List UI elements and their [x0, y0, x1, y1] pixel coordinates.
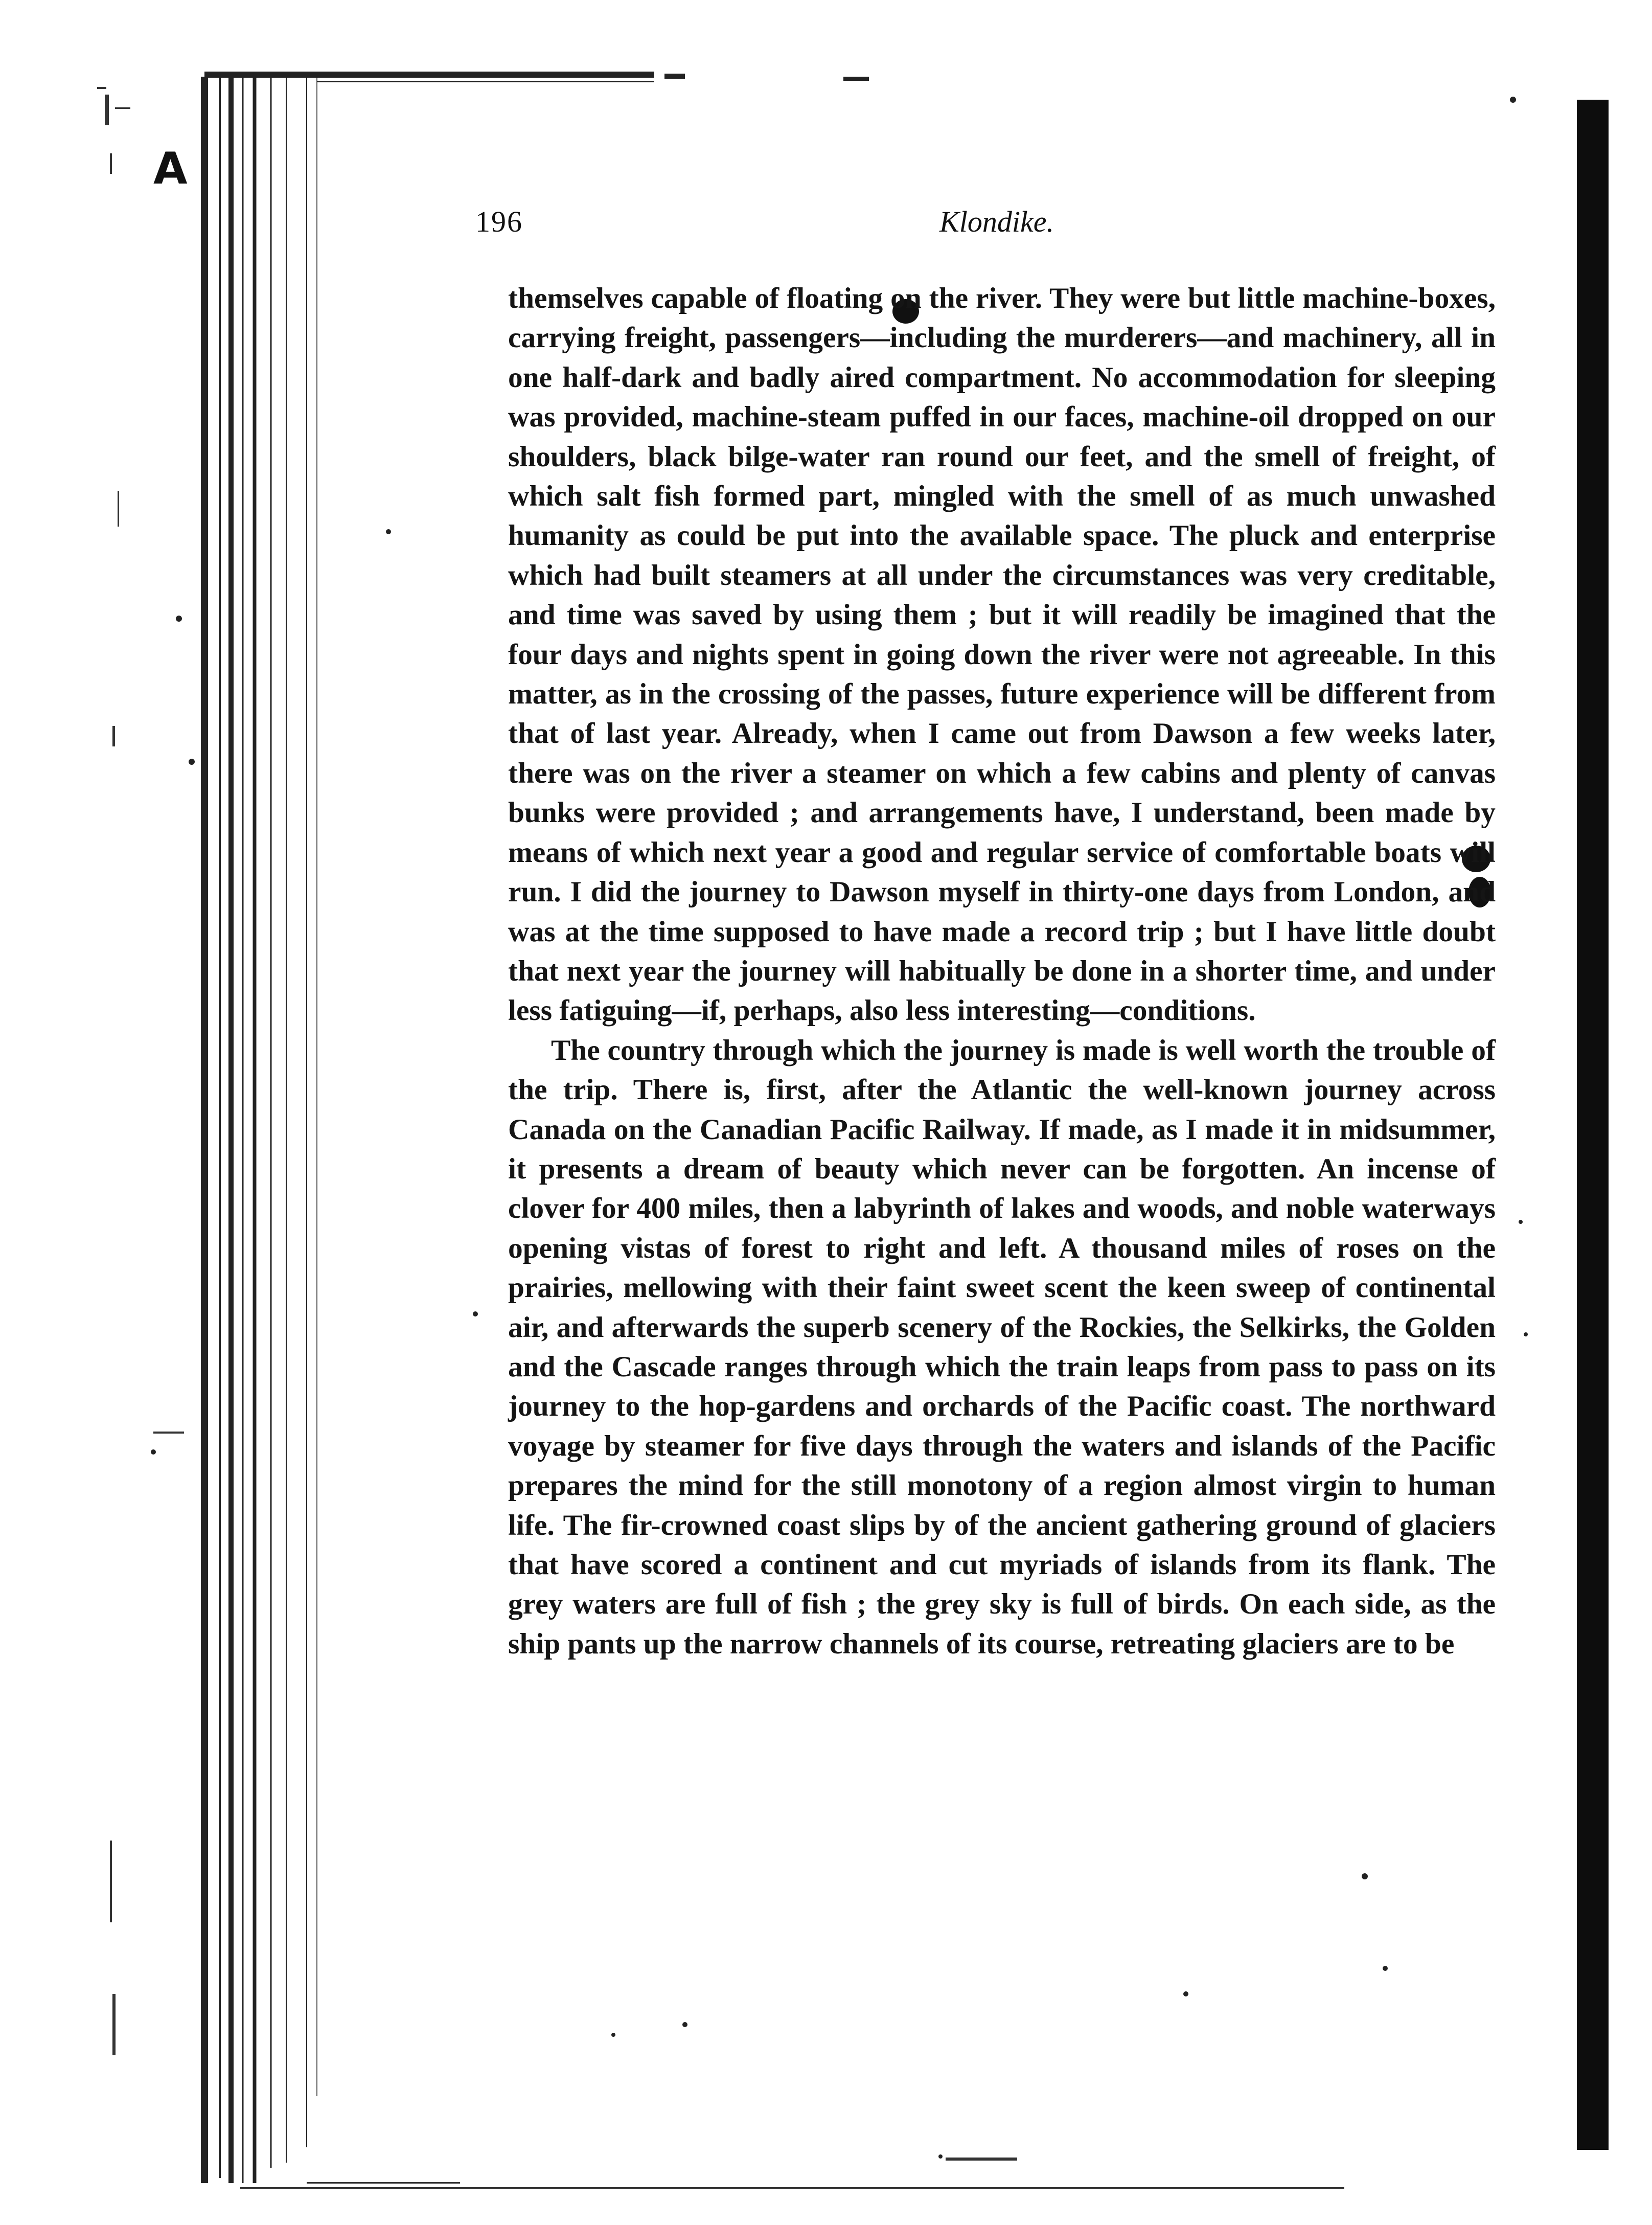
body-text [508, 279, 1496, 1664]
top-rule [204, 72, 869, 82]
gutter-noise [97, 87, 184, 2055]
page-header [475, 205, 1518, 245]
paragraph-2: The country through which the journey is made is well worth the trouble of the trip. There is, first, after the Atlantic the well-known journey across Canada on the Canadian Pacific Railway. If made, as I made it in midsummer, it presents a dream of beauty which never can be forgotten. An incense of clover for 400 miles, then a labyrinth of lakes and woods, and noble waterways opening vistas of forest to right and left. A thousand miles of roses on the prairies, mellowing with their faint sweet scent the keen sweep of continental air, and afterwards the superb scenery of the Rockies, the Selkirks, the Golden and the Cascade ranges through which the train leaps from pass to pass on its journey to the hop-gardens and orchards of the Pacific coast. The northward voyage by steamer for five days through the waters and islands of the Pacific prepares the mind for the still monotony of a region almost virgin to human life. The fir-crowned coast slips by of the ancient gathering ground of glaciers that have scored a continent and cut myriads of islands from its flank. The grey waters are full of fish ; the grey sky is full of birds. On each side, as the ship pants up the narrow channels of its course, retreating glaciers are to be [508, 1034, 1496, 1660]
bottom-rule [240, 2158, 1344, 2189]
binding-edge [204, 77, 317, 2183]
page-number: 196 [475, 205, 523, 238]
paragraph-1: themselves capable of floating on the river. They were but little machine-boxes, carrying freight, passengers—including the murderers—and machinery, all in one half-dark and badly aired compartment. No accommodation for sleeping was provided, machine-steam puffed in our faces, machine-oil dropped on our shoulders, black bilge-water ran round our feet, and the smell of freight, of which salt fish formed part, mingled with the smell of as much unwashed humanity as could be put into the available space. The pluck and enterprise which had built steamers at all under the circumstances was very creditable, and time was saved by using them ; but it will readily be imagined that the four days and nights spent in going down the river were not agreeable. In this matter, as in the crossing of the passes, future experience will be different from that of last year. Already, when I came out from Dawson a few weeks later, there was on the river a steamer on which a few cabins and plenty of canvas bunks were provided ; and arrangements have, I understand, been made by means of which next year a good and regular service of comfortable boats will run. I did the journey to Dawson myself in thirty-one days from London, and was at the time supposed to have made a record trip ; but I have little doubt that next year the journey will habitually be done in a shorter time, and under less fatiguing—if, perhaps, also less interesting—conditions. [508, 282, 1496, 1027]
margin-annotation: A [153, 143, 188, 194]
right-edge-bar [1577, 100, 1609, 2150]
running-title: Klondike. [939, 205, 1054, 238]
